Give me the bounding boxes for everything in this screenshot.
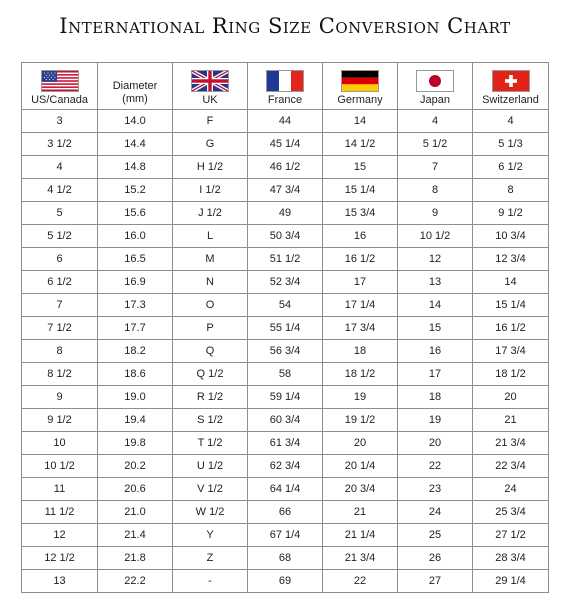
us-flag-icon [41,70,79,92]
cell-uk: N [173,271,248,294]
cell-diameter-mm: 21.8 [98,547,173,570]
cell-diameter-mm: 16.9 [98,271,173,294]
cell-us-canada: 13 [22,570,98,593]
column-header-switzerland [473,63,549,110]
cell-japan: 16 [398,340,473,363]
table-row [22,179,549,202]
cell-germany: 15 [323,156,398,179]
cell-japan: 14 [398,294,473,317]
table-row [22,202,549,225]
france-flag-icon [266,70,304,92]
cell-us-canada: 6 [22,248,98,271]
cell-germany: 15 3/4 [323,202,398,225]
cell-japan: 26 [398,547,473,570]
table-row [22,294,549,317]
cell-japan: 20 [398,432,473,455]
cell-france: 47 3/4 [248,179,323,202]
table-row [22,409,549,432]
cell-switzerland: 21 [473,409,549,432]
cell-germany: 15 1/4 [323,179,398,202]
cell-diameter-mm: 19.0 [98,386,173,409]
japan-flag-icon [416,70,454,92]
column-label: US/Canada [31,94,88,106]
cell-germany: 20 3/4 [323,478,398,501]
cell-germany: 17 [323,271,398,294]
cell-japan: 12 [398,248,473,271]
ring-size-table [21,62,549,593]
cell-uk: U 1/2 [173,455,248,478]
cell-switzerland: 29 1/4 [473,570,549,593]
cell-diameter-mm: 19.8 [98,432,173,455]
cell-france: 49 [248,202,323,225]
table-row [22,547,549,570]
cell-diameter-mm: 15.2 [98,179,173,202]
cell-france: 46 1/2 [248,156,323,179]
cell-japan: 8 [398,179,473,202]
cell-japan: 15 [398,317,473,340]
column-label: Diameter (mm) [112,80,158,105]
column-header-uk [173,63,248,110]
cell-switzerland: 24 [473,478,549,501]
cell-japan: 18 [398,386,473,409]
cell-france: 64 1/4 [248,478,323,501]
cell-japan: 24 [398,501,473,524]
cell-uk: G [173,133,248,156]
column-label: Japan [420,94,450,106]
cell-switzerland: 14 [473,271,549,294]
cell-france: 54 [248,294,323,317]
cell-diameter-mm: 20.2 [98,455,173,478]
cell-uk: Q 1/2 [173,363,248,386]
table-row [22,225,549,248]
cell-germany: 21 1/4 [323,524,398,547]
cell-diameter-mm: 15.6 [98,202,173,225]
column-header-japan [398,63,473,110]
column-header-us-canada [22,63,98,110]
cell-uk: L [173,225,248,248]
cell-switzerland: 5 1/3 [473,133,549,156]
table-row [22,455,549,478]
cell-germany: 14 1/2 [323,133,398,156]
cell-japan: 19 [398,409,473,432]
cell-japan: 9 [398,202,473,225]
cell-us-canada: 3 [22,110,98,133]
cell-uk: H 1/2 [173,156,248,179]
table-row [22,501,549,524]
cell-switzerland: 4 [473,110,549,133]
cell-switzerland: 15 1/4 [473,294,549,317]
cell-switzerland: 25 3/4 [473,501,549,524]
cell-switzerland: 12 3/4 [473,248,549,271]
cell-diameter-mm: 16.5 [98,248,173,271]
cell-switzerland: 21 3/4 [473,432,549,455]
cell-diameter-mm: 18.2 [98,340,173,363]
cell-switzerland: 9 1/2 [473,202,549,225]
cell-japan: 5 1/2 [398,133,473,156]
cell-us-canada: 11 [22,478,98,501]
table-row [22,570,549,593]
cell-germany: 20 1/4 [323,455,398,478]
cell-switzerland: 10 3/4 [473,225,549,248]
cell-japan: 23 [398,478,473,501]
cell-france: 55 1/4 [248,317,323,340]
table-row [22,110,549,133]
cell-japan: 22 [398,455,473,478]
cell-uk: F [173,110,248,133]
cell-us-canada: 3 1/2 [22,133,98,156]
cell-uk: W 1/2 [173,501,248,524]
cell-us-canada: 12 1/2 [22,547,98,570]
cell-us-canada: 4 [22,156,98,179]
cell-germany: 20 [323,432,398,455]
cell-diameter-mm: 16.0 [98,225,173,248]
cell-uk: O [173,294,248,317]
cell-france: 58 [248,363,323,386]
cell-japan: 13 [398,271,473,294]
cell-germany: 21 3/4 [323,547,398,570]
cell-us-canada: 6 1/2 [22,271,98,294]
cell-diameter-mm: 14.8 [98,156,173,179]
cell-uk: R 1/2 [173,386,248,409]
cell-switzerland: 8 [473,179,549,202]
cell-us-canada: 12 [22,524,98,547]
table-row [22,386,549,409]
cell-france: 66 [248,501,323,524]
cell-germany: 17 3/4 [323,317,398,340]
column-label: UK [202,94,218,106]
cell-us-canada: 4 1/2 [22,179,98,202]
table-body [22,110,549,593]
cell-uk: P [173,317,248,340]
germany-flag-icon [341,70,379,92]
column-header-diameter [98,63,173,110]
table-row [22,271,549,294]
column-label: France [267,94,303,106]
cell-germany: 19 1/2 [323,409,398,432]
cell-japan: 10 1/2 [398,225,473,248]
cell-switzerland: 18 1/2 [473,363,549,386]
table-row [22,156,549,179]
cell-japan: 4 [398,110,473,133]
cell-us-canada: 8 1/2 [22,363,98,386]
cell-uk: I 1/2 [173,179,248,202]
column-label: Switzerland [482,94,539,106]
cell-france: 52 3/4 [248,271,323,294]
cell-switzerland: 28 3/4 [473,547,549,570]
cell-uk: M [173,248,248,271]
cell-us-canada: 9 1/2 [22,409,98,432]
cell-japan: 7 [398,156,473,179]
page-title: International Ring Size Conversion Chart [59,14,511,38]
cell-uk: Z [173,547,248,570]
cell-germany: 16 1/2 [323,248,398,271]
cell-switzerland: 6 1/2 [473,156,549,179]
cell-diameter-mm: 20.6 [98,478,173,501]
cell-france: 45 1/4 [248,133,323,156]
cell-germany: 21 [323,501,398,524]
cell-us-canada: 9 [22,386,98,409]
cell-france: 62 3/4 [248,455,323,478]
cell-germany: 14 [323,110,398,133]
cell-uk: - [173,570,248,593]
cell-uk: V 1/2 [173,478,248,501]
cell-diameter-mm: 14.0 [98,110,173,133]
table-row [22,248,549,271]
cell-us-canada: 11 1/2 [22,501,98,524]
cell-france: 59 1/4 [248,386,323,409]
cell-germany: 19 [323,386,398,409]
table-header-row [22,63,549,110]
cell-germany: 18 1/2 [323,363,398,386]
column-header-france [248,63,323,110]
uk-flag-icon [191,70,229,92]
table-row [22,478,549,501]
cell-us-canada: 5 [22,202,98,225]
cell-us-canada: 7 [22,294,98,317]
cell-france: 61 3/4 [248,432,323,455]
cell-switzerland: 22 3/4 [473,455,549,478]
cell-france: 67 1/4 [248,524,323,547]
cell-diameter-mm: 21.0 [98,501,173,524]
cell-france: 56 3/4 [248,340,323,363]
cell-france: 44 [248,110,323,133]
cell-diameter-mm: 22.2 [98,570,173,593]
switzerland-flag-icon [492,70,530,92]
cell-france: 68 [248,547,323,570]
table-row [22,133,549,156]
cell-switzerland: 20 [473,386,549,409]
cell-diameter-mm: 14.4 [98,133,173,156]
cell-diameter-mm: 17.3 [98,294,173,317]
cell-france: 50 3/4 [248,225,323,248]
cell-us-canada: 10 [22,432,98,455]
cell-diameter-mm: 17.7 [98,317,173,340]
cell-france: 60 3/4 [248,409,323,432]
cell-uk: T 1/2 [173,432,248,455]
cell-japan: 27 [398,570,473,593]
table-row [22,317,549,340]
cell-diameter-mm: 19.4 [98,409,173,432]
cell-uk: Q [173,340,248,363]
cell-diameter-mm: 21.4 [98,524,173,547]
table-row [22,363,549,386]
cell-japan: 25 [398,524,473,547]
cell-uk: J 1/2 [173,202,248,225]
cell-switzerland: 27 1/2 [473,524,549,547]
cell-germany: 17 1/4 [323,294,398,317]
table-row [22,432,549,455]
column-label: Germany [337,94,383,106]
cell-switzerland: 17 3/4 [473,340,549,363]
cell-germany: 18 [323,340,398,363]
cell-diameter-mm: 18.6 [98,363,173,386]
cell-germany: 16 [323,225,398,248]
cell-france: 51 1/2 [248,248,323,271]
table-row [22,524,549,547]
cell-switzerland: 16 1/2 [473,317,549,340]
cell-us-canada: 7 1/2 [22,317,98,340]
cell-japan: 17 [398,363,473,386]
cell-us-canada: 8 [22,340,98,363]
cell-us-canada: 10 1/2 [22,455,98,478]
cell-france: 69 [248,570,323,593]
column-header-germany [323,63,398,110]
table-row [22,340,549,363]
cell-uk: S 1/2 [173,409,248,432]
cell-uk: Y [173,524,248,547]
cell-us-canada: 5 1/2 [22,225,98,248]
cell-germany: 22 [323,570,398,593]
